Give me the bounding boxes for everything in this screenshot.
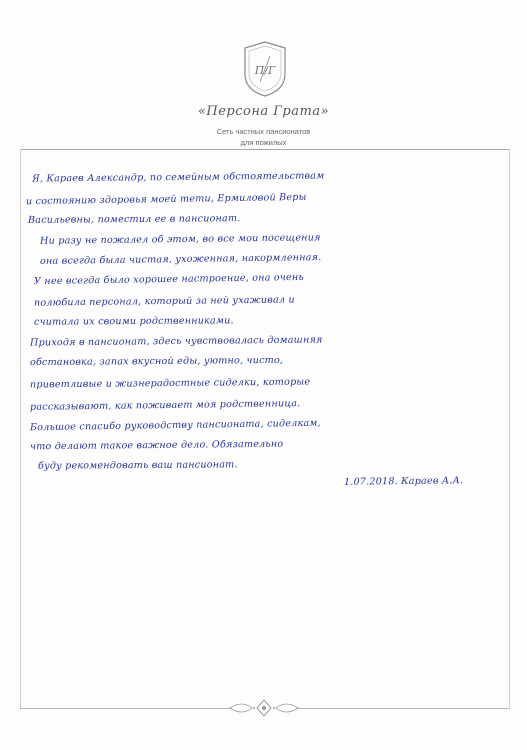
letter-line: буду рекомендовать ваш пансионат. xyxy=(37,459,238,472)
letter-line: обстановка, запах вкусной еды, уютно, чисто, xyxy=(29,354,284,369)
tagline-line-2: для пожилых xyxy=(240,138,287,147)
frame-bottom-border-left xyxy=(20,708,230,709)
crest-logo-icon xyxy=(242,40,288,98)
letter-line: приветливые и жизнерадостные сиделки, которые xyxy=(29,376,311,391)
letter-line: Васильевны, поместил ее в пансионат. xyxy=(27,213,241,226)
letter-line: Ни разу не пожалел об этом, во все мои посещения xyxy=(39,232,321,247)
brand-name: «Персона Грата» xyxy=(197,104,330,119)
letter-line: Большое спасибо руководству пансионата, сиделкам, xyxy=(29,417,321,434)
letter-line: Приходя в пансионат, здесь чувствовалась домашняя xyxy=(29,334,323,349)
letter-line: она всегда была чистая, ухоженная, накормленная. xyxy=(39,252,322,267)
letter-line: Я, Караев Александр, по семейным обстоятельствам xyxy=(31,170,325,185)
decorative-ornament-icon xyxy=(228,697,300,719)
brand-tagline xyxy=(0,126,527,148)
letter-line: У нее всегда было хорошее настроение, она очень xyxy=(33,271,304,288)
frame-right-border xyxy=(509,149,510,709)
frame-bottom-border-right xyxy=(297,708,509,709)
letter-line: рассказывают, как поживает моя родственница. xyxy=(29,398,301,413)
logo-monogram: П/Г xyxy=(254,64,276,77)
letter-line: полюбила персонал, который за ней ухаживал и xyxy=(33,294,295,309)
letter-line: считала их своими родственниками. xyxy=(33,315,234,328)
frame-top-border xyxy=(20,149,509,150)
frame-left-border xyxy=(20,149,21,709)
tagline-line-1: Сеть частных пансионатов xyxy=(216,127,311,136)
letter-line: и состоянию здоровья моей тети, Ермиловой Веры xyxy=(25,191,307,208)
letter-line: что делают такое важное дело. Обязательно xyxy=(29,438,284,453)
letter-signature: 1.07.2018. Караев А.А. xyxy=(343,475,464,488)
